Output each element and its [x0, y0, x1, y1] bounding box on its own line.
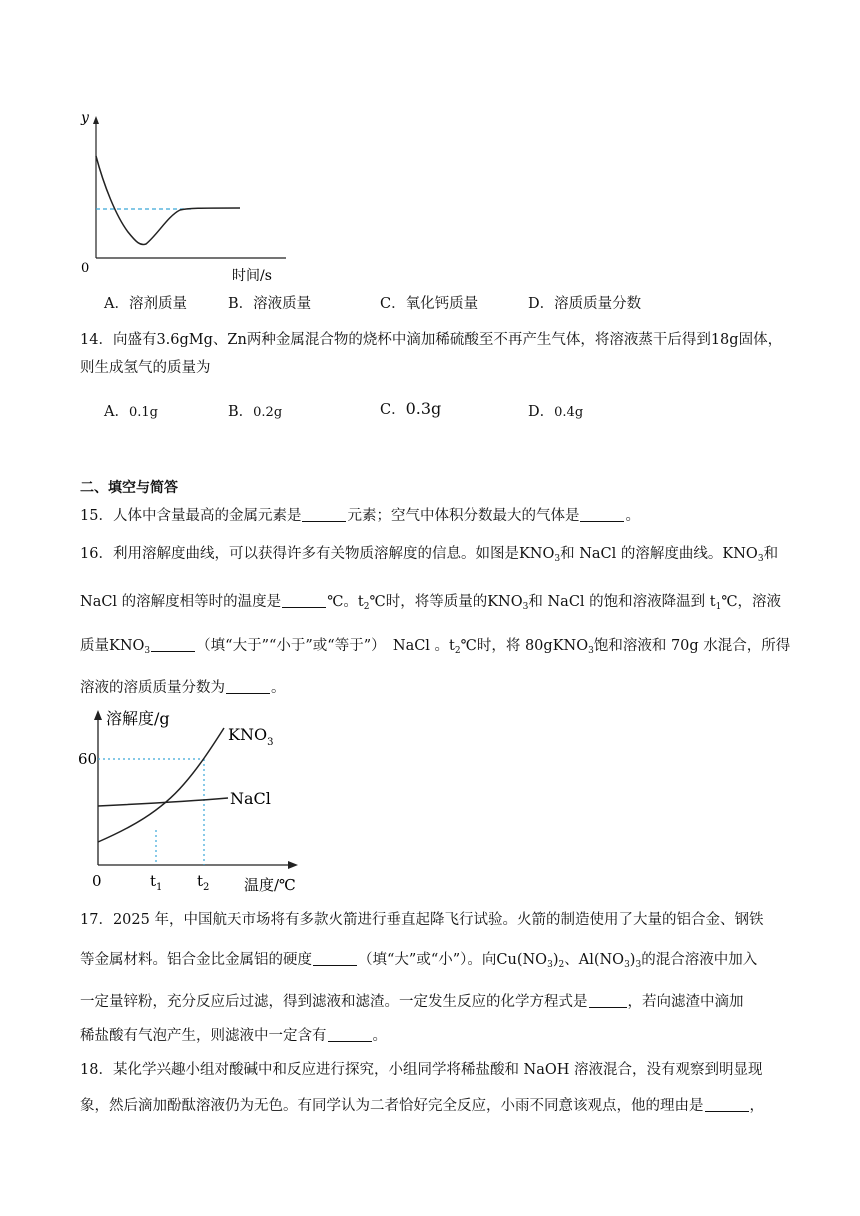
y-time-chart	[76, 106, 316, 282]
t1-label: $t_1$	[150, 872, 163, 893]
y-tick-60: 60	[78, 750, 98, 768]
solubility-chart	[80, 700, 316, 896]
q16-blank-2[interactable]	[151, 637, 195, 652]
q16-line-2: NaCl 的溶解度相等时的温度是 ℃。$t_2℃$时，将等质量的$KNO_3$和 NaCl 的饱和溶液降温到 $t_1℃$，溶液	[80, 594, 782, 612]
q17-blank-1[interactable]	[313, 951, 357, 966]
q17-blank-2[interactable]	[589, 993, 627, 1008]
solubility-x-arrow	[288, 861, 298, 869]
q16-line-3: 质量$KNO_3$ （填“大于”“小于”或“等于”） NaCl 。$t_2℃$时，将 80gKNO$_3$饱和溶液和 70g 水混合，所得	[80, 638, 791, 656]
q14-option-a[interactable]: A．0.1g	[104, 404, 158, 420]
q17-line-3: 一定量锌粉，充分反应后过滤，得到滤液和滤渣。一定发生反应的化学方程式是 ，若向滤渣中滴加	[80, 994, 744, 1010]
q16-line-1: 16．利用溶解度曲线，可以获得许多有关物质溶解度的信息。如图是$KNO_3$和 NaCl 的溶解度曲线。$KNO_3$和	[80, 546, 779, 564]
section-heading: 二、填空与简答	[80, 480, 178, 496]
q15-blank-2[interactable]	[580, 507, 624, 522]
y-axis-arrow	[93, 116, 99, 124]
t2-label: $t_2$	[197, 872, 210, 893]
q14-option-b[interactable]: B．0.2g	[228, 404, 283, 420]
q15-text: 15．人体中含量最高的金属元素是 元素；空气中体积分数最大的气体是 。	[80, 508, 640, 524]
q17-line-1: 17．2025 年，中国航天市场将有多款火箭进行垂直起降飞行试验。火箭的制造使用了大量的铝合金、钢铁	[80, 912, 764, 928]
solubility-y-label: 溶解度/g	[106, 709, 170, 728]
kno3-curve	[98, 728, 224, 842]
kno3-label: $KNO_3$	[228, 725, 274, 748]
q15-blank-1[interactable]	[302, 507, 346, 522]
q18-line-1: 18．某化学兴趣小组对酸碱中和反应进行探究，小组同学将稀盐酸和 NaOH 溶液混合，没有观察到明显现	[80, 1062, 763, 1078]
q17-line-4: 稀盐酸有气泡产生，则滤液中一定含有 。	[80, 1028, 387, 1044]
q14-option-d[interactable]: D．0.4g	[528, 404, 584, 420]
q14-line-2: 则生成氢气的质量为	[80, 360, 211, 376]
y-axis-label: y	[81, 110, 89, 126]
q14-line-1: 14．向盛有3.6gMg、Zn两种金属混合物的烧杯中滴加稀硫酸至不再产生气体，将溶液蒸干后得到18g固体，	[80, 332, 783, 348]
solubility-y-arrow	[94, 710, 102, 720]
q16-blank-1[interactable]	[282, 593, 326, 608]
y-curve	[96, 156, 240, 245]
solubility-x-label: 温度/℃	[244, 876, 296, 894]
q13-option-b[interactable]: B．溶液质量	[228, 296, 312, 312]
q16-blank-3[interactable]	[226, 679, 270, 694]
nacl-label: NaCl	[230, 789, 271, 808]
q16-line-4: 溶液的溶质质量分数为 。	[80, 680, 286, 696]
x-axis-label: 时间/s	[232, 268, 272, 284]
q17-line-2: 等金属材料。铝合金比金属铝的硬度 （填“大”或“小”）。向$Cu(NO_3)_2$、$Al(NO_3)_3$的混合溶液中加入	[80, 952, 758, 970]
origin-label: 0	[81, 261, 90, 276]
solubility-origin: 0	[92, 872, 102, 890]
q18-line-2: 象，然后滴加酚酞溶液仍为无色。有同学认为二者恰好完全反应，小雨不同意该观点，他的理由是 ，	[80, 1098, 764, 1114]
q13-option-a[interactable]: A．溶剂质量	[104, 296, 187, 312]
q18-blank-1[interactable]	[705, 1097, 749, 1112]
q13-option-c[interactable]: C．氧化钙质量	[380, 296, 479, 312]
q13-option-d[interactable]: D．溶质质量分数	[528, 296, 642, 312]
q14-option-c[interactable]: C．0.3g	[380, 399, 442, 418]
q17-blank-3[interactable]	[328, 1027, 372, 1042]
